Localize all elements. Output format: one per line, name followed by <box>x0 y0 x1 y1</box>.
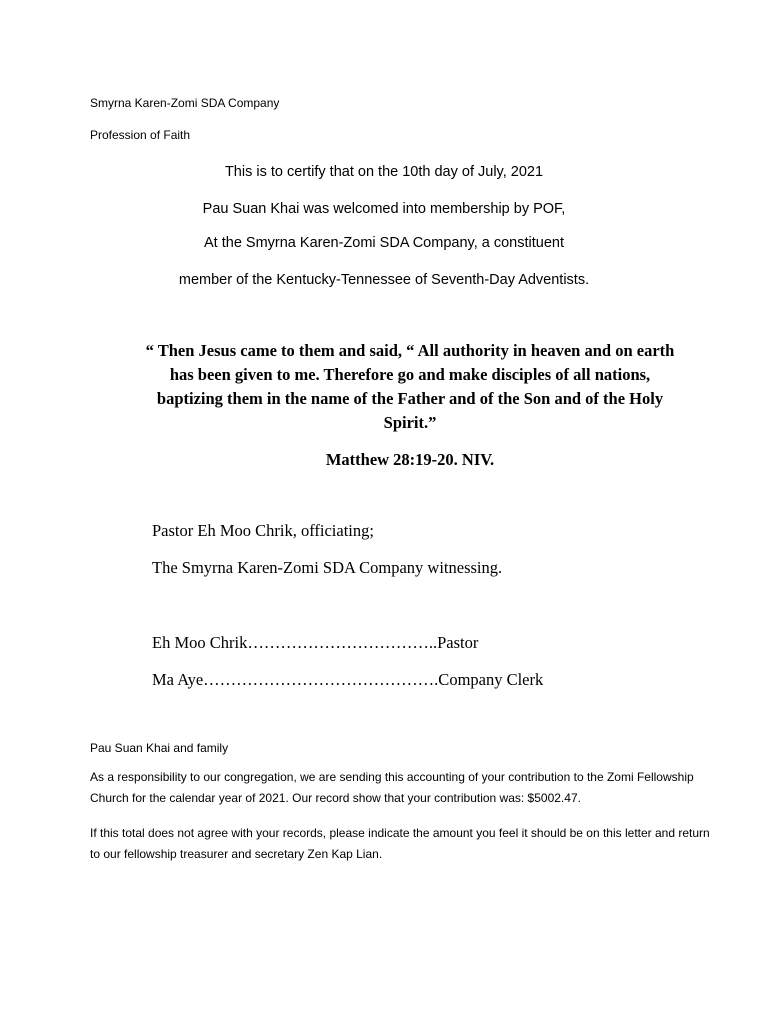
certificate-line-4: member of the Kentucky-Tennessee of Seventh-Day Adventists. <box>178 272 590 288</box>
witnessing-line: The Smyrna Karen-Zomi SDA Company witnessing. <box>152 558 503 577</box>
document-subtitle: Profession of Faith <box>90 128 191 142</box>
certificate-line-1: This is to certify that on the 10th day of July, 2021 <box>224 164 544 180</box>
clerk-signature-line: Ma Aye…………………………………….Company Clerk <box>152 670 544 689</box>
letter-paragraph-1: As a responsibility to our congregation, we are sending this accounting of your contribution to the Zomi Fellowship Church for the calendar year of 2021. Our record show that your contribution was: $5002.47. <box>90 770 694 805</box>
certificate-line-2: Pau Suan Khai was welcomed into membership by POF, <box>202 201 566 217</box>
certificate-line-3: At the Smyrna Karen-Zomi SDA Company, a constituent <box>204 235 564 251</box>
letter-paragraph-2: If this total does not agree with your records, please indicate the amount you feel it should be on this letter and return to our fellowship treasurer and secretary Zen Kap Lian. <box>90 826 710 861</box>
organization-name: Smyrna Karen-Zomi SDA Company <box>90 96 280 110</box>
officiating-pastor: Pastor Eh Moo Chrik, officiating; <box>152 521 374 540</box>
letter-salutation: Pau Suan Khai and family <box>90 741 229 755</box>
pastor-signature-line: Eh Moo Chrik……………………………..Pastor <box>152 633 479 652</box>
scripture-verse: “ Then Jesus came to them and said, “ All authority in heaven and on earth has been given to me. Therefore go and make disciples of all nations, baptizing them in the name of the Father and of the Son and of the Holy Spirit.” <box>145 341 675 432</box>
scripture-reference: Matthew 28:19-20. NIV. <box>325 450 495 469</box>
